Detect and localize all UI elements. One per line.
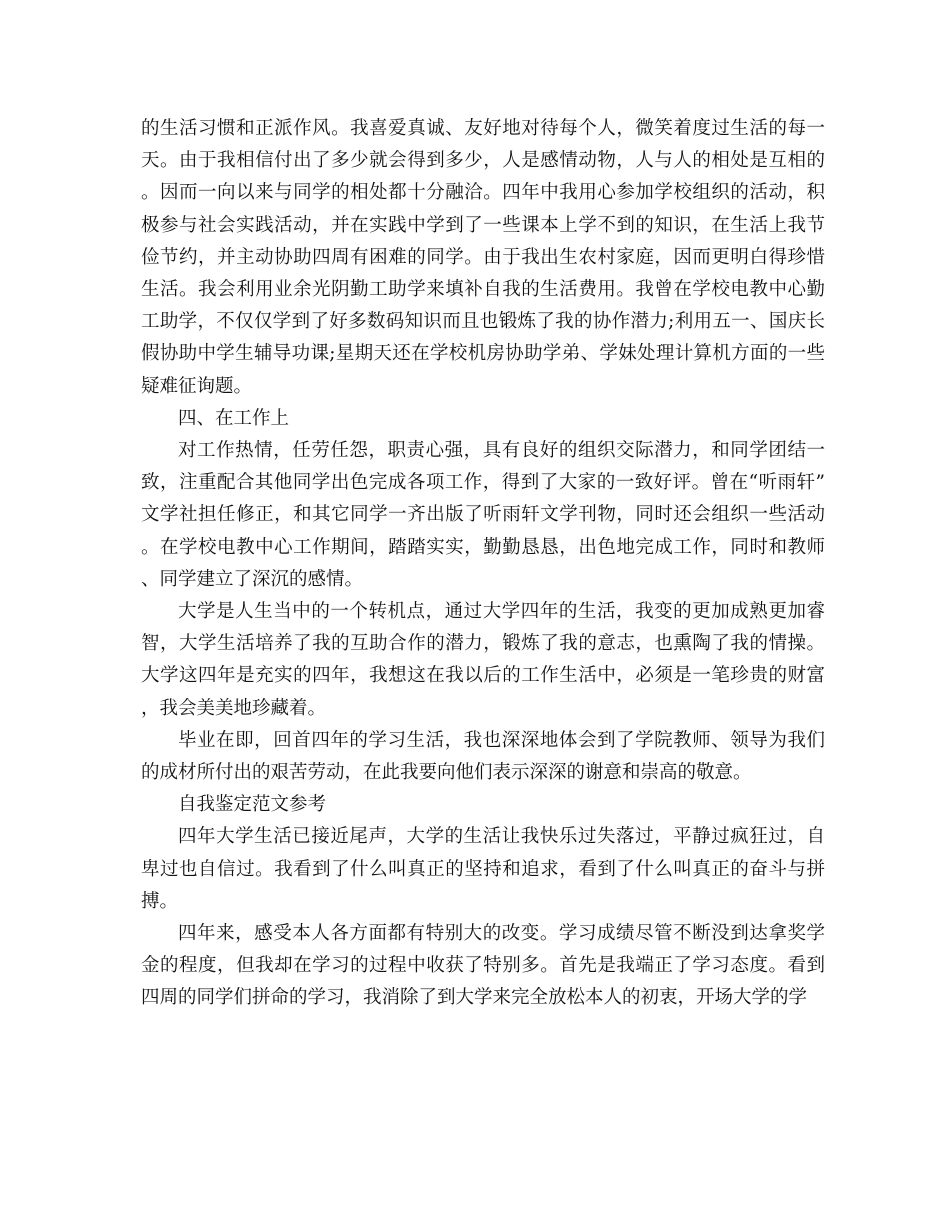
paragraph-graduation-thanks: 毕业在即，回首四年的学习生活，我也深深地体会到了学院教师、领导为我们的成材所付出的艰苦劳动，在此我要向他们表示深深的谢意和崇高的敬意。 [141, 729, 825, 784]
paragraph-four-years-ending: 四年大学生活已接近尾声，大学的生活让我快乐过失落过，平静过疯狂过，自卑过也自信过。我看到了什么叫真正的坚持和追求，看到了什么叫真正的奋斗与拼搏。 [141, 826, 825, 912]
section-heading-work: 四、在工作上 [178, 407, 290, 429]
paragraph-work-attitude: 对工作热情，任劳任怨，职责心强，具有良好的组织交际潜力，和同学团结一致，注重配合其他同学出色完成各项工作，得到了大家的一致好评。曾在“听雨轩”文学社担任修正，和其它同学一齐出版了听雨轩文学刊物，同时还会组织一些活动。在学校电教中心工作期间，踏踏实实，勤勤恳恳，出色地完成工作，同时和教师、同学建立了深沉的感情。 [141, 440, 825, 590]
section-heading-sample-essay: 自我鉴定范文参考 [178, 794, 327, 816]
paragraph-university-turning-point: 大学是人生当中的一个转机点，通过大学四年的生活，我变的更加成熟更加睿智，大学生活培养了我的互助合作的潜力，锻炼了我的意志，也熏陶了我的情操。大学这四年是充实的四年，我想这在我以后的工作生活中，必须是一笔珍贵的财富，我会美美地珍藏着。 [141, 601, 825, 719]
paragraph-four-years-changes: 四年来，感受本人各方面都有特别大的改变。学习成绩尽管不断没到达拿奖学金的程度，但我却在学习的过程中收获了特别多。首先是我端正了学习态度。看到四周的同学们拼命的学习，我消除了到大学来完全放松本人的初衷，开场大学的学 [141, 923, 825, 1009]
document-body [141, 113, 825, 1015]
paragraph-life-habits: 的生活习惯和正派作风。我喜爱真诚、友好地对待每个人，微笑着度过生活的每一天。由于我相信付出了多少就会得到多少，人是感情动物，人与人的相处是互相的。因而一向以来与同学的相处都十分融洽。四年中我用心参加学校组织的活动，积极参与社会实践活动，并在实践中学到了一些课本上学不到的知识，在生活上我节俭节约，并主动协助四周有困难的同学。由于我出生农村家庭，因而更明白得珍惜生活。我会利用业余光阴勤工助学来填补自我的生活费用。我曾在学校电教中心勤工助学，不仅仅学到了好多数码知识而且也锻炼了我的协作潜力;利用五一、国庆长假协助中学生辅导功课;星期天还在学校机房协助学弟、学妹处理计算机方面的一些疑难征询题。 [141, 118, 825, 397]
